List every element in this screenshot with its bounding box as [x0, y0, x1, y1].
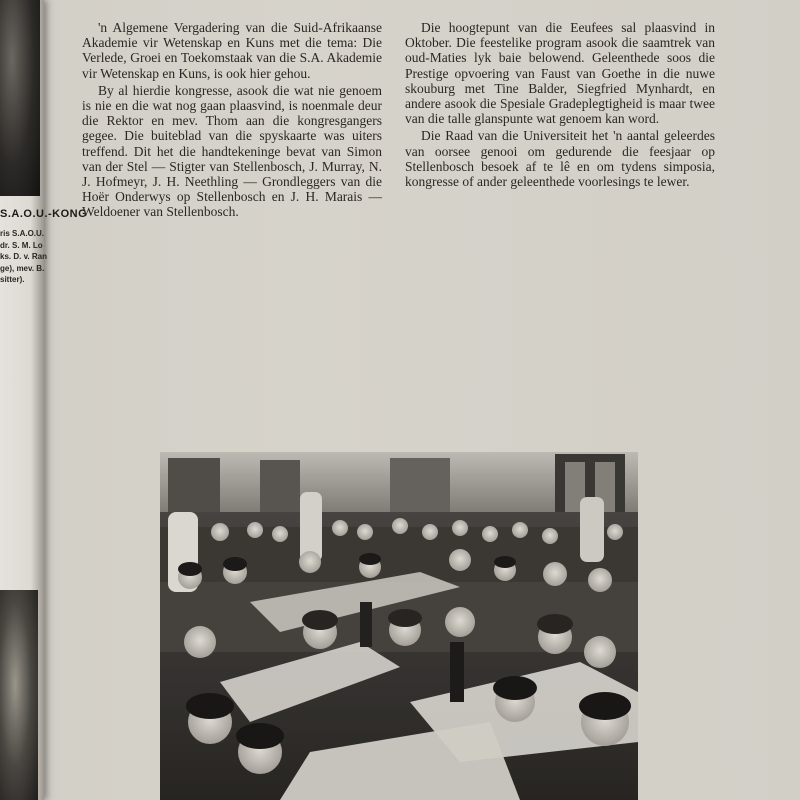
banquet-photo — [160, 452, 638, 800]
previous-page-edge — [0, 0, 88, 800]
previous-page-photo — [0, 0, 40, 196]
caption-line: dr. S. M. Lo — [0, 240, 43, 250]
paragraph: 'n Algemene Vergadering van die Suid-Afrikaanse Akademie vir Wetenskap en Kuns met die tema: Die Verlede, Groei en Toekomstaak van die S.A. Akademie vir Wetenskap en Kuns, is ook hier gehou. — [82, 20, 382, 81]
paragraph: Die hoogtepunt van die Eeufees sal plaasvind in Oktober. Die feestelike program asook die saamtrek van oud-Maties lyk baie belowend. Geleenthede soos die Prestige opvoering van Faust van Goethe in die nuwe skouburg met Tine Balder, Siegfried Mynhardt, en andere asook die Spesiale Gradeplegtigheid is maar twee van die talle glanspunte wat genoem kan word. — [405, 20, 715, 127]
previous-page-heading: S.A.O.U.-KONG — [0, 208, 88, 220]
caption-line: ge), mev. B. — [0, 263, 45, 273]
paragraph: By al hierdie kongresse, asook die wat nie genoem is nie en die wat nog gaan plaasvind, is noenmale deur die Rektor en mev. Thom aan die kongresgangers gegee. Die buiteblad van die spyskaarte was uiters treffend. Dit het die handtekeninge bevat van Simon van der Stel — Stigter van Stellenbosch, J. Murray, N. J. Hofmeyr, J. H. Neethling — Grondleggers van die Hoër Onderwys op Stellenbosch en J. H. Marais — Weldoener van Stellenbosch. — [82, 82, 382, 220]
caption-line: sitter). — [0, 275, 25, 284]
previous-page-caption — [0, 228, 47, 324]
article-right-column — [405, 20, 715, 189]
article-left-column — [82, 20, 382, 220]
previous-page-photo-lower — [0, 590, 38, 800]
caption-line: ks. D. v. Ran — [0, 252, 47, 261]
paragraph: Die Raad van die Universiteit het 'n aantal geleerdes van oorsee genooi om gedurende die feesjaar op Stellenbosch besoek af te lê en om tydens simposia, kongresse of ander geleenthede voorlesings te lewer. — [405, 128, 715, 190]
banquet-photo-image — [160, 452, 638, 800]
caption-line: ris S.A.O.U. — [0, 229, 45, 238]
